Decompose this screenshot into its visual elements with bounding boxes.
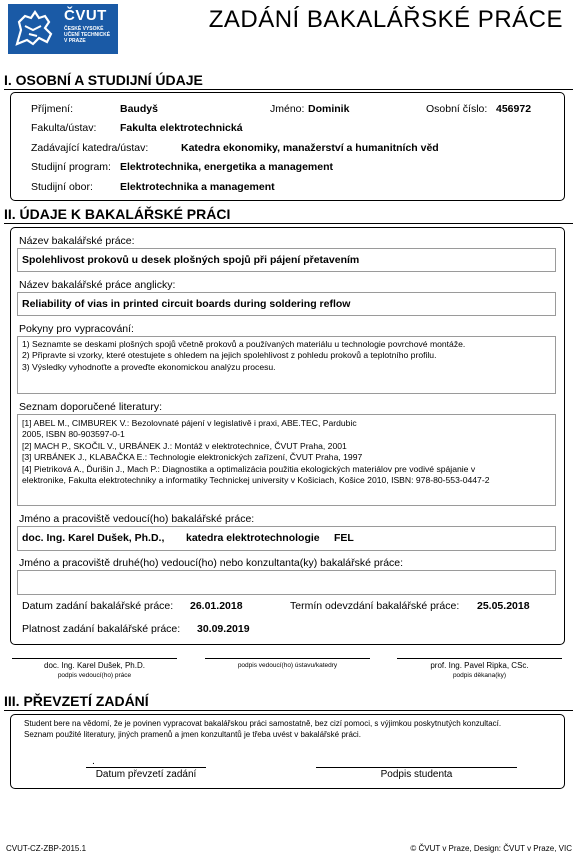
validity-value: 30.09.2019 [197, 623, 250, 635]
personal-id-value: 456972 [496, 103, 532, 115]
student-signature-label: Podpis studenta [380, 769, 453, 780]
instruction-item: 2) Připravte si vzorky, které otestujete s ohledem na jejich spolehlivost z pohledu prokovů a teplotního profilu. [22, 350, 437, 361]
signature-line [316, 767, 517, 768]
signature-line [86, 767, 206, 768]
section-1-title: I. OSOBNÍ A STUDIJNÍ ÚDAJE [4, 72, 203, 88]
logo-text: ČVUT [64, 7, 107, 24]
page-title: ZADÁNÍ BAKALÁŘSKÉ PRÁCE [208, 6, 563, 33]
signature-line [397, 658, 562, 659]
program-label: Studijní program: [31, 161, 111, 173]
dean-signature-caption: podpis děkana(ky) [452, 672, 507, 679]
second-supervisor-field [17, 570, 556, 595]
signature-line [205, 658, 370, 659]
surname-label: Příjmení: [31, 103, 74, 115]
form-code: CVUT-CZ-ZBP-2015.1 [6, 844, 87, 853]
section-divider [4, 89, 573, 90]
department-label: Zadávající katedra/ústav: [31, 142, 149, 154]
name-value: Dominik [308, 103, 350, 115]
validity-label: Platnost zadání bakalářské práce: [22, 623, 181, 635]
personal-id-label: Osobní číslo: [426, 103, 488, 115]
handover-date-label: Datum převzetí zadání [95, 769, 197, 780]
section-divider [4, 710, 573, 711]
field-label: Studijní obor: [31, 181, 93, 193]
section-3-title: III. PŘEVZETÍ ZADÁNÍ [4, 693, 149, 709]
literature-item: [3] URBÁNEK J., KLABAČKA E.: Technologie elektronických zařízení, ČVUT Praha, 1997 [22, 452, 363, 463]
supervisor-department: katedra elektrotechnologie [186, 532, 320, 544]
date-assigned-value: 26.01.2018 [190, 600, 243, 612]
literature-item: [1] ABEL M., CIMBUREK V.: Bezolovnaté pájení v legislativě i praxi, ABE.TEC, Pardubic [22, 418, 357, 428]
date-assigned-label: Datum zadání bakalářské práce: [22, 600, 174, 612]
faculty-value: Fakulta elektrotechnická [120, 122, 243, 134]
handover-text: Student bere na vědomí, že je povinen vypracovat bakalářskou práci samostatně, bez cizí pomoci, s výjimkou poskytnutých konzultací. [24, 719, 502, 728]
section-divider [4, 223, 573, 224]
head-signature-caption: podpis vedoucí(ho) ústavu/katedry [237, 662, 338, 669]
literature-item: [2] MACH P., SKOČIL V., URBÁNEK J.: Montáž v elektrotechnice, ČVUT Praha, 2001 [22, 440, 347, 451]
section-2-title: II. ÚDAJE K BAKALÁŘSKÉ PRÁCI [4, 206, 231, 222]
literature-label: Seznam doporučené literatury: [19, 401, 162, 413]
instruction-item: 1) Seznamte se deskami plošných spojů včetně prokovů a používaných materiálu u technologie povrchové montáže. [22, 339, 466, 349]
supervisor-label: Jméno a pracoviště vedoucí(ho) bakalářské práce: [19, 513, 255, 525]
thesis-title-value: Spolehlivost prokovů u desek plošných spojů při pájení přetavením [22, 254, 360, 266]
faculty-label: Fakulta/ústav: [31, 122, 97, 134]
thesis-title-en-value: Reliability of vias in printed circuit boards during soldering reflow [22, 298, 351, 310]
handover-date-value: . [92, 755, 95, 767]
copyright: © ČVUT v Praze, Design: ČVUT v Praze, VIC [410, 844, 572, 853]
cvut-logo [8, 4, 118, 54]
literature-list [22, 418, 489, 486]
field-value: Elektrotechnika a management [120, 181, 275, 193]
deadline-label: Termín odevzdání bakalářské práce: [290, 600, 460, 612]
handover-text: Seznam použité literatury, jiných pramenů a jmen konzultantů je třeba uvést v bakalářské práci. [24, 730, 361, 739]
instruction-item: 3) Výsledky vyhodnoťte a proveďte ekonomickou analýzu procesu. [22, 361, 276, 372]
name-label: Jméno: [270, 103, 305, 115]
thesis-title-label: Název bakalářské práce: [19, 235, 135, 247]
lion-emblem-icon [11, 8, 59, 50]
supervisor-signature-caption: podpis vedoucí(ho) práce [57, 672, 132, 679]
literature-item: elektronike, Fakulta elektrotechniky a informatiky Technickej university v Košiciach, Košice 2010, ISBN: 978-80-553-0447-2 [22, 475, 490, 486]
surname-value: Baudyš [120, 103, 158, 115]
instructions-label: Pokyny pro vypracování: [19, 323, 134, 335]
instructions-list [22, 339, 465, 373]
program-value: Elektrotechnika, energetika a management [120, 161, 333, 173]
supervisor-value: doc. Ing. Karel Dušek, Ph.D., [22, 532, 165, 544]
literature-item: 2005, ISBN 80-903597-0-1 [22, 429, 125, 440]
deadline-value: 25.05.2018 [477, 600, 530, 612]
thesis-title-en-label: Název bakalářské práce anglicky: [19, 279, 176, 291]
department-value: Katedra ekonomiky, manažerství a humanitních věd [181, 142, 439, 154]
second-supervisor-label: Jméno a pracoviště druhé(ho) vedoucí(ho) nebo konzultanta(ky) bakalářské práce: [19, 557, 404, 569]
literature-item: [4] Pietriková A., Ďurišin J., Mach P.: Diagnostika a optimalizácia použitia ekologických materiálov pre vodivé spájanie v [22, 463, 476, 474]
logo-subtitle: ČESKÉ VYSOKÉ UČENÍ TECHNICKÉ V PRAZE [64, 26, 111, 44]
signature-line [12, 658, 177, 659]
supervisor-signature-name: doc. Ing. Karel Dušek, Ph.D. [44, 661, 145, 670]
supervisor-faculty: FEL [334, 532, 354, 544]
dean-signature-name: prof. Ing. Pavel Ripka, CSc. [430, 661, 529, 670]
